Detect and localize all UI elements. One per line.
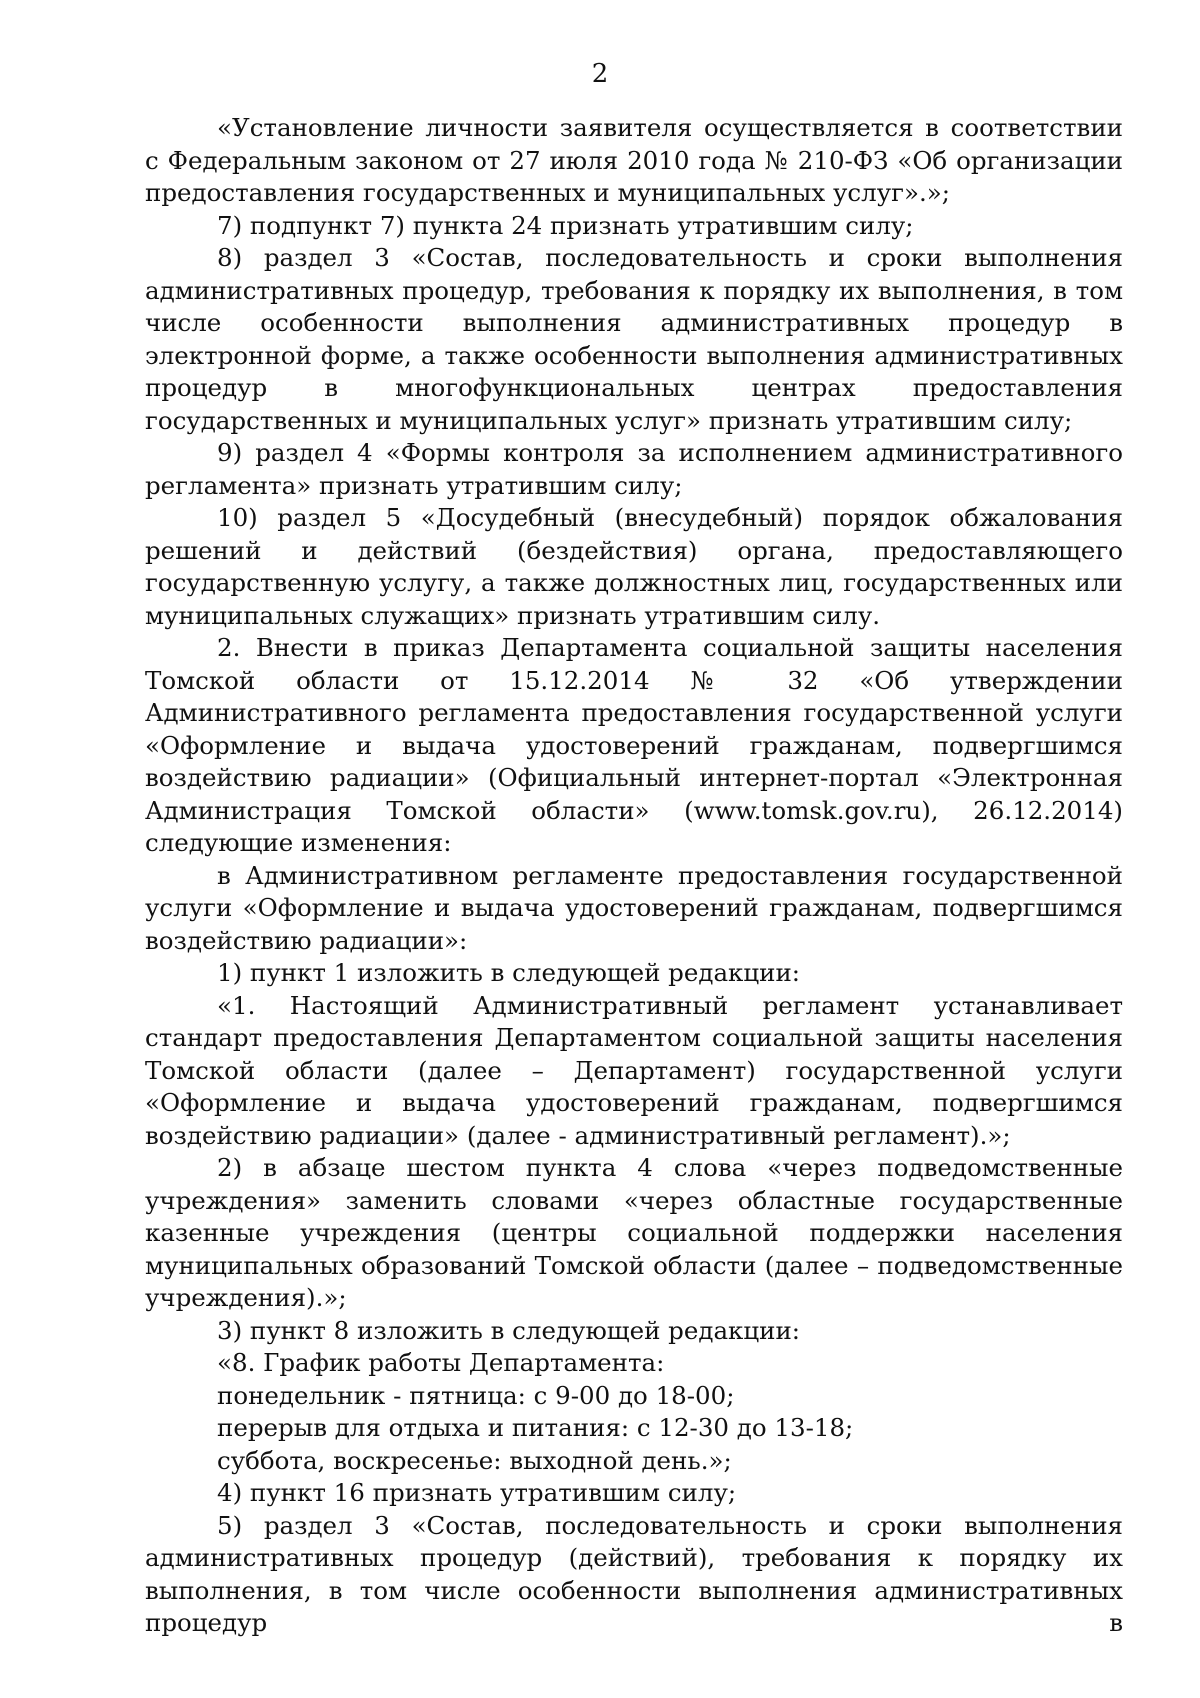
page-number: 2	[591, 59, 609, 89]
paragraph: 4) пункт 16 признать утратившим силу;	[217, 1478, 737, 1507]
paragraph: понедельник - пятница: с 9-00 до 18-00;	[217, 1380, 735, 1410]
paragraph: «8. График работы Департамента:	[217, 1348, 665, 1377]
paragraph: 1) пункт 1 изложить в следующей редакции:	[217, 958, 801, 987]
paragraph: 2) в абзаце шестом пункта 4 слова «через подведомственные учреждения» заменить словами «через областные государственные казенные учреждения (центры социальной поддержки населения муниципальных образований Томской области (далее – подведомственные учреждения).»;	[145, 1153, 1123, 1312]
paragraph: 10) раздел 5 «Досудебный (внесудебный) порядок обжалования решений и действий (бездействия) органа, предоставляющего государственную услугу, а также должностных лиц, государственных или муниципальных служащих» признать утратившим силу.	[145, 503, 1123, 630]
paragraph: 7) подпункт 7) пункта 24 признать утратившим силу;	[217, 210, 914, 240]
paragraph: 2. Внести в приказ Департамента социальной защиты населения Томской области от 15.12.2014 № 32 «Об утверждении Административного регламента предоставления государственной услуги «Оформление и выдача удостоверений гражданам, подвергшимся воздействию радиации» (Официальный интернет-портал «Электронная Администрация Томской области» (www.tomsk.gov.ru), 26.12.2014) следующие изменения:	[145, 633, 1123, 857]
paragraph: «Установление личности заявителя осуществляется в соответствии с Федеральным законом от 27 июля 2010 года № 210-ФЗ «Об организации предоставления государственных и муниципальных услуг».»;	[145, 113, 1123, 207]
paragraph: «1. Настоящий Административный регламент устанавливает стандарт предоставления Департаментом социальной защиты населения Томской области (далее – Департамент) государственной услуги «Оформление и выдача удостоверений гражданам, подвергшимся воздействию радиации» (далее - административный регламент).»;	[145, 990, 1123, 1150]
paragraph: 9) раздел 4 «Формы контроля за исполнением административного регламента» признать утратившим силу;	[145, 438, 1123, 500]
paragraph: 8) раздел 3 «Состав, последовательность и сроки выполнения административных процедур, требования к порядку их выполнения, в том числе особенности выполнения административных процедур в электронной форме, а также особенности выполнения административных процедур в многофункциональных центрах предоставления государственных и муниципальных услуг» признать утратившим силу;	[145, 243, 1123, 435]
paragraph: 5) раздел 3 «Состав, последовательность и сроки выполнения административных процедур (действий), требования к порядку их выполнения, в том числе особенности выполнения административных процедур в	[145, 1510, 1123, 1637]
paragraph: 3) пункт 8 изложить в следующей редакции:	[217, 1315, 801, 1345]
paragraph: суббота, воскресенье: выходной день.»;	[217, 1445, 732, 1475]
paragraph: в Административном регламенте предоставления государственной услуги «Оформление и выдача удостоверений гражданам, подвергшимся воздействию радиации»:	[145, 860, 1123, 955]
paragraph: перерыв для отдыха и питания: с 12-30 до 13-18;	[217, 1413, 854, 1442]
document-body	[145, 112, 1123, 1640]
